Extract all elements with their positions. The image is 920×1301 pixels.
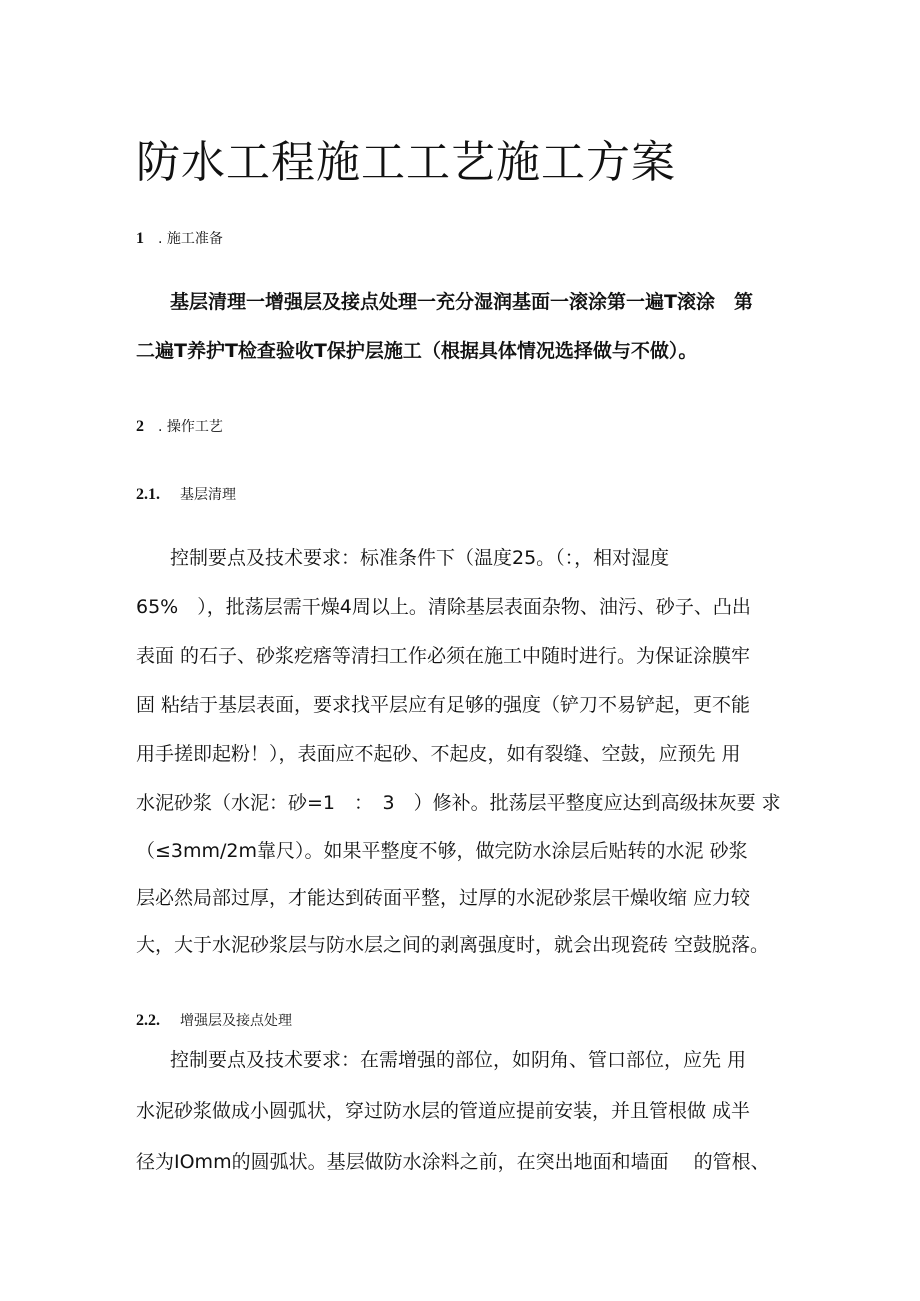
cleanup-text-line: （≤3mm/2m靠尺）。如果平整度不够，做完防水涂层后贴转的水泥 砂浆 bbox=[136, 840, 748, 862]
section-number: 1 bbox=[136, 230, 144, 247]
prep-text-line: 基层清理一增强层及接点处理一充分湿润基面一滚涂第一遍T滚涂 第 bbox=[170, 291, 753, 313]
cleanup-text-line: 大，大于水泥砂浆层与防水层之间的剥离强度时，就会出现瓷砖 空鼓脱落。 bbox=[136, 934, 770, 956]
cleanup-text-line: 控制要点及技术要求：标准条件下（温度25。（：，相对湿度 bbox=[170, 547, 670, 569]
section-title: . 施工准备 bbox=[158, 231, 223, 247]
reinforce-text-line: 控制要点及技术要求：在需增强的部位，如阴角、管口部位，应先 用 bbox=[170, 1049, 747, 1071]
section-heading-2 bbox=[136, 416, 223, 436]
cleanup-text-line: 固 粘结于基层表面，要求找平层应有足够的强度（铲刀不易铲起，更不能 bbox=[136, 694, 751, 716]
section-title: 基层清理 bbox=[180, 487, 236, 503]
cleanup-text-line: 层必然局部过厚，才能达到砖面平整，过厚的水泥砂浆层干燥收缩 应力较 bbox=[136, 887, 751, 909]
cleanup-text-line: 用手搓即起粉！），表面应不起砂、不起皮，如有裂缝、空鼓，应预先 用 bbox=[136, 743, 741, 765]
section-number: 2.2. bbox=[136, 1012, 160, 1029]
section-title: . 操作工艺 bbox=[158, 419, 223, 435]
section-title: 增强层及接点处理 bbox=[180, 1013, 292, 1029]
document-title: 防水工程施工工艺施工方案 bbox=[136, 137, 676, 188]
section-heading-2-2 bbox=[136, 1010, 292, 1030]
reinforce-text-line: 径为IOmm的圆弧状。基层做防水涂料之前，在突出地面和墙面 的管根、 bbox=[136, 1151, 770, 1173]
cleanup-text-line: 表面 的石子、砂浆疙瘩等清扫工作必须在施工中随时进行。为保证涂膜牢 bbox=[136, 645, 751, 667]
cleanup-text-line: 水泥砂浆（水泥：砂=1 ： 3 ）修补。批荡层平整度应达到高级抹灰要 求 bbox=[136, 792, 781, 814]
section-number: 2.1. bbox=[136, 486, 160, 503]
section-heading-1 bbox=[136, 228, 223, 248]
cleanup-text-line: 65% ），批荡层需干燥4周以上。清除基层表面杂物、油污、砂子、凸出 bbox=[136, 596, 751, 618]
section-number: 2 bbox=[136, 418, 144, 435]
reinforce-text-line: 水泥砂浆做成小圆弧状，穿过防水层的管道应提前安装，并且管根做 成半 bbox=[136, 1100, 751, 1122]
section-heading-2-1 bbox=[136, 484, 236, 504]
prep-text-line: 二遍T养护T检查验收T保护层施工（根据具体情况选择做与不做）。 bbox=[136, 340, 698, 362]
